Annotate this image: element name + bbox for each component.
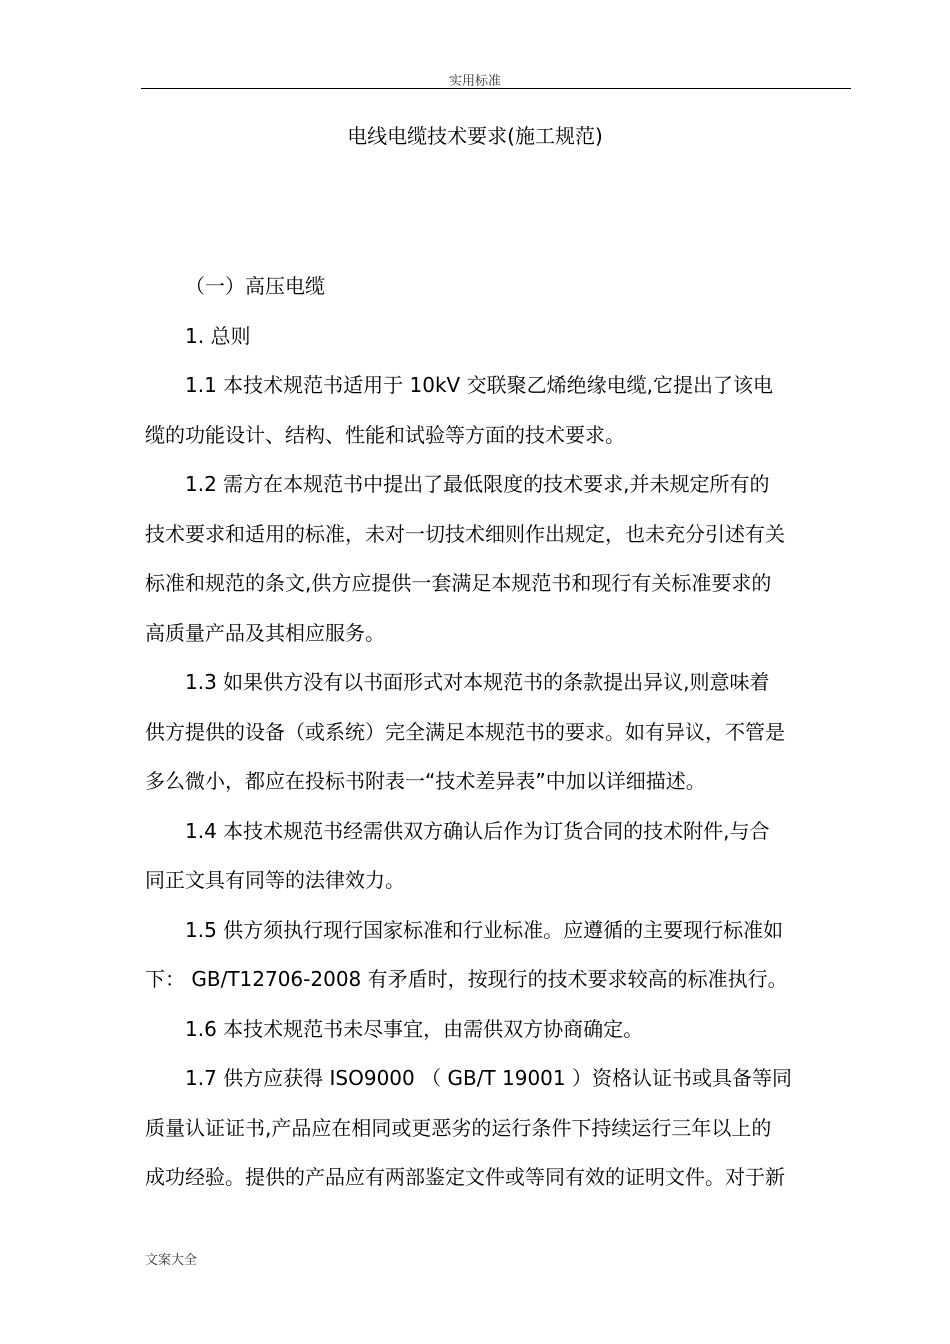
clause-line: 1.3 如果供方没有以书面形式对本规范书的条款提出异议,则意味着 xyxy=(185,670,770,694)
clause-line: 1.7 供方应获得 ISO9000 （ GB/T 19001 ）资格认证书或具备等同 xyxy=(185,1066,792,1090)
header-divider xyxy=(141,88,851,89)
clause-1-2 xyxy=(145,460,855,658)
clause-1-5 xyxy=(145,906,855,1005)
subsection-heading-general: 1. 总则 xyxy=(185,323,251,348)
clause-line: 高质量产品及其相应服务。 xyxy=(145,620,385,645)
clause-1-6 xyxy=(145,1005,855,1055)
clause-line: 多么微小，都应在投标书附表一“技术差异表”中加以详细描述。 xyxy=(145,769,706,793)
clause-line: 成功经验。提供的产品应有两部鉴定文件或等同有效的证明文件。对于新 xyxy=(145,1165,785,1189)
clause-1-3 xyxy=(145,658,855,807)
clause-1-4 xyxy=(145,807,855,906)
clause-line: 1.2 需方在本规范书中提出了最低限度的技术要求,并未规定所有的 xyxy=(185,472,770,496)
clause-line: 供方提供的设备（或系统）完全满足本规范书的要求。如有异议，不管是 xyxy=(145,719,785,744)
document-body xyxy=(145,262,855,1203)
clause-line: 质量认证证书,产品应在相同或更恶劣的运行条件下持续运行三年以上的 xyxy=(145,1115,772,1140)
clause-line: 标准和规范的条文,供方应提供一套满足本规范书和现行有关标准要求的 xyxy=(145,571,772,595)
clause-line: 1.6 本技术规范书未尽事宜，由需供双方协商确定。 xyxy=(185,1016,644,1041)
clause-1-7 xyxy=(145,1054,855,1203)
page-footer: 文案大全 xyxy=(145,1253,198,1268)
document-title: 电线电缆技术要求(施工规范) xyxy=(347,124,603,148)
page-header: 实用标准 xyxy=(448,74,501,89)
clause-line: 1.5 供方须执行现行国家标准和行业标准。应遵循的主要现行标准如 xyxy=(185,917,784,942)
clause-line: 1.1 本技术规范书适用于 10kV 交联聚乙烯绝缘电缆,它提出了该电 xyxy=(185,373,773,397)
clause-line: 缆的功能设计、结构、性能和试验等方面的技术要求。 xyxy=(145,422,625,447)
section-heading-high-voltage-cable: （一）高压电缆 xyxy=(185,274,325,298)
clause-line: 下： GB/T12706-2008 有矛盾时，按现行的技术要求较高的标准执行。 xyxy=(145,967,788,991)
clause-1-1 xyxy=(145,361,855,460)
clause-line: 同正文具有同等的法律效力。 xyxy=(145,868,405,892)
clause-line: 1.4 本技术规范书经需供双方确认后作为订货合同的技术附件,与合 xyxy=(185,818,770,843)
clause-line: 技术要求和适用的标准，未对一切技术细则作出规定，也未充分引述有关 xyxy=(145,521,785,546)
